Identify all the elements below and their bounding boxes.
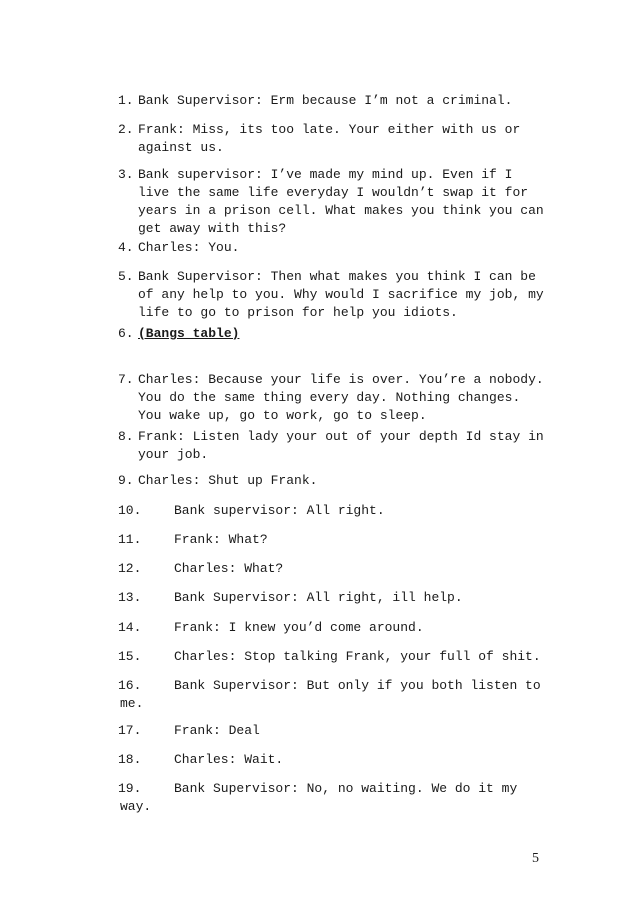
item-number: 14. [118, 620, 142, 635]
list-item [118, 239, 558, 257]
item-text: Bank Supervisor: No, no waiting. We do it my [174, 781, 518, 796]
item-number: 10. [118, 503, 142, 518]
item-text: Charles: You. [138, 240, 240, 255]
item-text: Charles: Wait. [174, 752, 284, 767]
list-item [118, 502, 558, 520]
item-number: 6. [118, 326, 134, 341]
item-text-continued: me. [120, 696, 144, 711]
list-item [118, 560, 558, 578]
item-text-continued: years in a prison cell. What makes you think you can [138, 203, 544, 218]
item-number: 3. [118, 167, 134, 182]
list-item [118, 428, 558, 464]
list-item [118, 371, 558, 425]
item-text: Charles: What? [174, 561, 284, 576]
item-number: 18. [118, 752, 142, 767]
item-number: 7. [118, 372, 134, 387]
item-number: 19. [118, 781, 142, 796]
item-number: 16. [118, 678, 142, 693]
item-number: 1. [118, 93, 134, 108]
item-text-continued: get away with this? [138, 221, 287, 236]
item-text: Bank Supervisor: All right, ill help. [174, 590, 463, 605]
item-text: Charles: Because your life is over. You’re a nobody. [138, 372, 544, 387]
item-text: Frank: What? [174, 532, 268, 547]
list-item [118, 751, 558, 769]
item-text: Frank: Miss, its too late. Your either with us or [138, 122, 521, 137]
item-number: 9. [118, 473, 134, 488]
item-text: Frank: I knew you’d come around. [174, 620, 424, 635]
list-item [118, 325, 558, 343]
list-item [118, 166, 558, 238]
item-text: Bank Supervisor: Erm because I’m not a criminal. [138, 93, 513, 108]
page-number: 5 [532, 851, 539, 866]
item-text: Charles: Shut up Frank. [138, 473, 318, 488]
item-text-continued: You do the same thing every day. Nothing changes. [138, 390, 521, 405]
item-number: 15. [118, 649, 142, 664]
item-text-continued: way. [120, 799, 152, 814]
item-number: 13. [118, 590, 142, 605]
stage-direction: (Bangs table) [138, 326, 240, 341]
item-text: Bank supervisor: I’ve made my mind up. Even if I [138, 167, 513, 182]
list-item [118, 121, 558, 157]
list-item [118, 722, 558, 740]
item-number: 5. [118, 269, 134, 284]
list-item [118, 589, 558, 607]
item-text: Bank Supervisor: But only if you both listen to [174, 678, 541, 693]
item-number: 4. [118, 240, 134, 255]
item-text: Charles: Stop talking Frank, your full of shit. [174, 649, 541, 664]
list-item [118, 619, 558, 637]
list-item [118, 531, 558, 549]
item-text: Frank: Deal [174, 723, 260, 738]
item-number: 11. [118, 532, 142, 547]
list-item [118, 92, 558, 110]
item-number: 12. [118, 561, 142, 576]
item-text-continued: life to go to prison for help you idiots. [138, 305, 458, 320]
item-text-continued: your job. [138, 447, 209, 462]
item-text-continued: against us. [138, 140, 224, 155]
item-text-continued: You wake up, go to work, go to sleep. [138, 408, 427, 423]
list-item [118, 648, 558, 666]
list-item [118, 780, 558, 816]
list-item [118, 268, 558, 322]
item-text: Bank supervisor: All right. [174, 503, 385, 518]
item-text: Frank: Listen lady your out of your depth Id stay in [138, 429, 544, 444]
item-text-continued: of any help to you. Why would I sacrifice my job, my [138, 287, 544, 302]
item-number: 8. [118, 429, 134, 444]
item-text: Bank Supervisor: Then what makes you think I can be [138, 269, 536, 284]
list-item [118, 677, 558, 713]
list-item [118, 472, 558, 490]
item-number: 17. [118, 723, 142, 738]
item-number: 2. [118, 122, 134, 137]
item-text-continued: live the same life everyday I wouldn’t swap it for [138, 185, 529, 200]
